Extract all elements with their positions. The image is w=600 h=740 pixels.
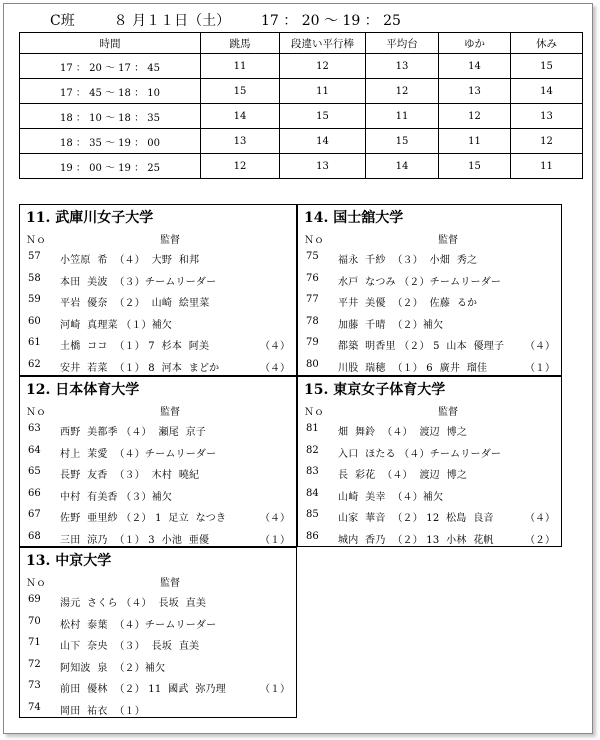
col-header: 時間 — [20, 33, 201, 54]
no-column-label: Ｎｏ — [26, 578, 46, 589]
team-list-header — [298, 403, 561, 417]
team-number-cell: 12 — [366, 79, 439, 104]
team-box-kokushikan — [297, 204, 562, 376]
athlete-number: 68 — [28, 530, 41, 542]
athlete-row — [298, 509, 561, 531]
athlete-row — [298, 337, 561, 359]
schedule-row — [20, 79, 583, 104]
athlete-entry-text: 畑 舞鈴 （４） 渡辺 博之 — [338, 427, 468, 438]
athlete-row — [20, 337, 296, 359]
athlete-entry-text: 都築 明香里 （２） 5 山本 優理子 — [338, 341, 505, 353]
athlete-entry-text: 村上 茉愛 （４）チームリーダー — [60, 448, 217, 460]
team-number-cell: 11 — [366, 104, 439, 129]
time-slot-cell: 17 ： 20 〜 17 ： 45 — [20, 54, 201, 79]
athlete-row — [298, 423, 561, 445]
athlete-row — [298, 251, 561, 273]
athlete-number: 84 — [306, 487, 319, 499]
athlete-row — [298, 316, 561, 338]
university-name: 12. 日本体育大学 — [26, 382, 140, 398]
team-number-cell: 13 — [280, 154, 366, 179]
athlete-row — [298, 273, 561, 295]
coach-grade: （１） — [260, 534, 290, 546]
athlete-number: 77 — [306, 294, 319, 306]
athlete-entry-text: 三田 涼乃 （１） 3 小池 亜優 — [60, 534, 210, 546]
athlete-number: 64 — [28, 444, 41, 456]
athlete-entry-text: 阿知波 泉 （２）補欠 — [60, 662, 166, 674]
coach-grade: （４） — [260, 362, 290, 374]
schedule-row — [20, 54, 583, 79]
athlete-row — [20, 294, 296, 316]
athlete-entry-text: 福永 千紗 （３） 小畑 秀之 — [338, 255, 478, 266]
athlete-entry-text: 河崎 真理菜 （１）補欠 — [60, 319, 173, 331]
athlete-row — [20, 616, 296, 638]
athlete-entry-text: 佐野 亜里紗 （２） 1 足立 なつき — [60, 513, 227, 525]
no-column-label: Ｎｏ — [304, 235, 324, 246]
schedule-header-row — [20, 33, 583, 54]
university-name: 14. 国士舘大学 — [304, 210, 404, 226]
athlete-entry-text: 山家 華音 （２） 12 松島 良音 — [338, 513, 494, 525]
athlete-number: 70 — [28, 615, 41, 627]
coach-grade: （４） — [525, 341, 555, 353]
team-number-cell: 14 — [511, 79, 583, 104]
athlete-entry-text: 湯元 さくら （４） 長坂 直美 — [60, 598, 207, 609]
team-number-cell: 13 — [439, 79, 511, 104]
time-range-label: 17 ： 20 〜 19 ： 25 — [260, 13, 401, 29]
coach-grade: （４） — [260, 513, 290, 525]
team-number-cell: 12 — [201, 154, 280, 179]
athlete-row — [298, 531, 561, 553]
athlete-entry-text: 小笠原 希 （４） 大野 和邦 — [60, 255, 200, 266]
col-header: 段違い平行棒 — [280, 33, 366, 54]
schedule-row — [20, 154, 583, 179]
coach-column-label: 監督 — [160, 235, 180, 246]
athlete-number: 76 — [306, 272, 319, 284]
team-number-cell: 14 — [201, 104, 280, 129]
no-column-label: Ｎｏ — [26, 407, 46, 418]
team-number-cell: 11 — [280, 79, 366, 104]
athlete-row — [20, 423, 296, 445]
athlete-row — [298, 488, 561, 510]
athlete-row — [298, 445, 561, 467]
athlete-entry-text: 西野 美都季 （４） 瀬尾 京子 — [60, 427, 207, 438]
team-number-cell: 14 — [280, 129, 366, 154]
athlete-row — [20, 445, 296, 467]
athlete-number: 82 — [306, 444, 319, 456]
athlete-number: 58 — [28, 272, 41, 284]
coach-column-label: 監督 — [160, 407, 180, 418]
athlete-entry-text: 平井 美優 （２） 佐藤 るか — [338, 298, 478, 310]
athlete-number: 61 — [28, 337, 41, 349]
athlete-number: 81 — [306, 423, 319, 434]
date-label: ８ 月１１日（土） — [113, 13, 231, 29]
athlete-entry-text: 山崎 美幸 （４）補欠 — [338, 491, 444, 503]
athlete-entry-text: 前田 優林 （２） 11 國武 弥乃理 — [60, 684, 226, 696]
athlete-row — [20, 273, 296, 295]
athlete-number: 75 — [306, 251, 319, 262]
athlete-row — [298, 294, 561, 316]
team-number-cell: 15 — [201, 79, 280, 104]
athlete-entry-text: 川股 瑞穂 （１） 6 廣井 瑠佳 — [338, 362, 488, 374]
athlete-number: 83 — [306, 466, 319, 478]
team-number-cell: 12 — [280, 54, 366, 79]
coach-column-label: 監督 — [438, 235, 458, 246]
time-slot-cell: 19 ： 00 〜 19 ： 25 — [20, 154, 201, 179]
col-header: 跳馬 — [201, 33, 280, 54]
team-number-cell: 12 — [439, 104, 511, 129]
athlete-number: 59 — [28, 294, 41, 306]
athlete-number: 65 — [28, 466, 41, 478]
team-number-cell: 13 — [366, 54, 439, 79]
athlete-row — [20, 680, 296, 702]
athlete-entry-text: 土橋 ココ （１） 7 杉本 阿美 — [60, 341, 210, 353]
group-label: C班 — [50, 13, 75, 29]
athlete-row — [20, 594, 296, 616]
team-number-cell: 15 — [366, 129, 439, 154]
coach-column-label: 監督 — [438, 407, 458, 418]
team-box-mukogawa — [19, 204, 297, 376]
athlete-entry-text: 加藤 千晴 （２）補欠 — [338, 319, 444, 331]
athlete-row — [298, 466, 561, 488]
team-box-nittai — [19, 376, 297, 547]
athlete-number: 78 — [306, 315, 319, 327]
team-number-cell: 14 — [366, 154, 439, 179]
athlete-entry-text: 長 彩花 （４） 渡辺 博之 — [338, 470, 468, 482]
coach-grade: （１） — [525, 362, 555, 374]
athlete-entry-text: 水戸 なつみ （２）チームリーダー — [338, 276, 502, 288]
university-name: 13. 中京大学 — [26, 553, 112, 569]
athlete-number: 73 — [28, 680, 41, 692]
athlete-number: 66 — [28, 487, 41, 499]
athlete-number: 67 — [28, 509, 41, 521]
team-number-cell: 15 — [439, 154, 511, 179]
athlete-number: 74 — [28, 701, 41, 713]
team-list-header — [20, 574, 296, 588]
athlete-number: 63 — [28, 423, 41, 434]
athlete-number: 60 — [28, 315, 41, 327]
athlete-entry-text: 長野 友香 （３） 木村 曉紀 — [60, 470, 200, 482]
time-slot-cell: 18 ： 10 〜 18 ： 35 — [20, 104, 201, 129]
no-column-label: Ｎｏ — [26, 235, 46, 246]
team-list-header — [20, 403, 296, 417]
coach-grade: （１） — [260, 684, 290, 696]
university-name: 11. 武庫川女子大学 — [26, 210, 154, 226]
page-title — [50, 10, 401, 30]
rotation-schedule-table — [19, 32, 583, 179]
coach-column-label: 監督 — [160, 578, 180, 589]
team-box-tokyo-joshi — [297, 376, 562, 547]
team-number-cell: 14 — [439, 54, 511, 79]
athlete-row — [20, 466, 296, 488]
athlete-row — [20, 702, 296, 724]
athlete-number: 80 — [306, 358, 319, 370]
athlete-number: 86 — [306, 530, 319, 542]
athlete-entry-text: 中村 有美香 （３）補欠 — [60, 491, 173, 503]
time-slot-cell: 18 ： 35 〜 19 ： 00 — [20, 129, 201, 154]
coach-grade: （４） — [260, 341, 290, 353]
coach-grade: （２） — [525, 534, 555, 546]
athlete-entry-text: 岡田 祐衣 （１） — [60, 705, 145, 717]
athlete-number: 62 — [28, 358, 41, 370]
athlete-row — [20, 316, 296, 338]
team-number-cell: 12 — [511, 129, 583, 154]
team-number-cell: 15 — [280, 104, 366, 129]
team-number-cell: 13 — [511, 104, 583, 129]
time-slot-cell: 17 ： 45 〜 18 ： 10 — [20, 79, 201, 104]
athlete-row — [20, 509, 296, 531]
team-list-header — [20, 231, 296, 245]
athlete-row — [20, 637, 296, 659]
coach-grade: （４） — [525, 513, 555, 525]
athlete-entry-text: 安井 若菜 （１） 8 河本 まどか — [60, 362, 220, 374]
no-column-label: Ｎｏ — [304, 407, 324, 418]
athlete-row — [20, 488, 296, 510]
team-number-cell: 11 — [511, 154, 583, 179]
athlete-number: 72 — [28, 658, 41, 670]
athlete-row — [20, 659, 296, 681]
athlete-number: 71 — [28, 637, 41, 649]
athlete-row — [20, 251, 296, 273]
team-number-cell: 11 — [439, 129, 511, 154]
athlete-entry-text: 平岩 優奈 （２） 山崎 絵里菜 — [60, 298, 210, 310]
athlete-entry-text: 松村 泰葉 （４）チームリーダー — [60, 619, 217, 631]
team-number-cell: 15 — [511, 54, 583, 79]
col-header: ゆか — [439, 33, 511, 54]
col-header: 休み — [511, 33, 583, 54]
athlete-number: 57 — [28, 251, 41, 262]
athlete-entry-text: 本田 美波 （３）チームリーダー — [60, 276, 217, 288]
team-number-cell: 11 — [201, 54, 280, 79]
athlete-number: 69 — [28, 594, 41, 605]
team-box-chukyo — [19, 547, 297, 718]
team-number-cell: 13 — [201, 129, 280, 154]
athlete-entry-text: 入口 ほたる （４）チームリーダー — [338, 448, 502, 460]
col-header: 平均台 — [366, 33, 439, 54]
athlete-number: 79 — [306, 337, 319, 349]
team-list-header — [298, 231, 561, 245]
athlete-entry-text: 城内 香乃 （２） 13 小林 花帆 — [338, 534, 494, 546]
athlete-number: 85 — [306, 509, 319, 521]
athlete-entry-text: 山下 奈央 （３） 長坂 直美 — [60, 641, 200, 653]
schedule-row — [20, 104, 583, 129]
schedule-row — [20, 129, 583, 154]
university-name: 15. 東京女子体育大学 — [304, 382, 446, 398]
